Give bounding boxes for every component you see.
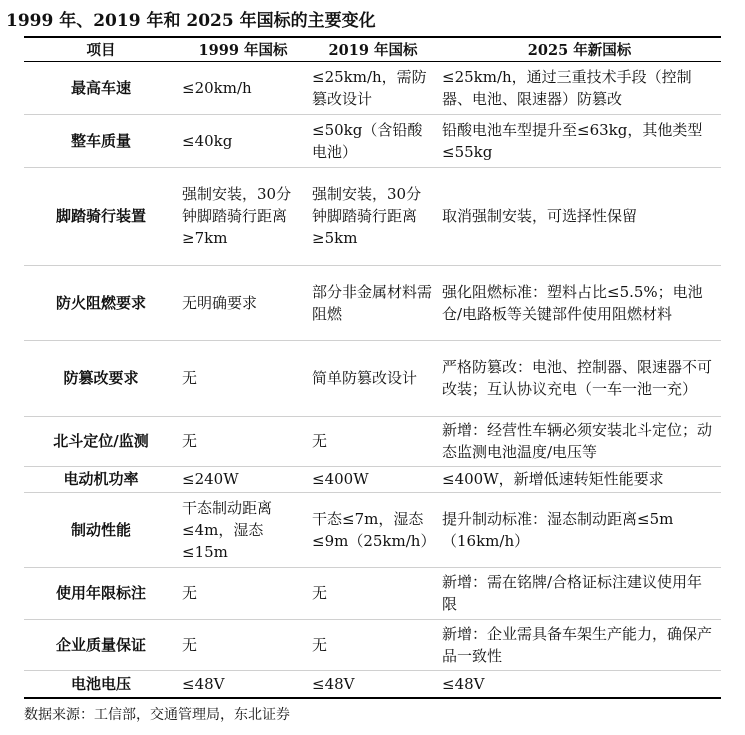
cell-2019: 部分非金属材料需阻燃	[308, 265, 438, 340]
cell-2019: 简单防篡改设计	[308, 340, 438, 416]
cell-2019: ≤25km/h，需防篡改设计	[308, 61, 438, 114]
row-item: 脚踏骑行装置	[24, 167, 178, 265]
standards-comparison-table	[24, 36, 721, 699]
cell-2019: ≤50kg（含铅酸电池）	[308, 114, 438, 167]
cell-2025: 铅酸电池车型提升至≤63kg，其他类型≤55kg	[438, 114, 721, 167]
cell-2025: ≤400W，新增低速转矩性能要求	[438, 466, 721, 492]
cell-1999: 干态制动距离≤4m，湿态≤15m	[178, 492, 308, 567]
table-row	[24, 416, 721, 466]
table-row	[24, 466, 721, 492]
cell-2025: 新增：需在铭牌/合格证标注建议使用年限	[438, 567, 721, 619]
table-row	[24, 567, 721, 619]
source-note: 数据来源：工信部，交通管理局，东北证券	[24, 707, 290, 723]
cell-2019: 无	[308, 619, 438, 670]
cell-2025: 取消强制安装，可选择性保留	[438, 167, 721, 265]
cell-1999: 无	[178, 340, 308, 416]
header-item: 项目	[24, 37, 178, 61]
header-row	[24, 37, 721, 61]
row-item: 电池电压	[24, 670, 178, 698]
row-item: 企业质量保证	[24, 619, 178, 670]
table-body	[24, 61, 721, 698]
cell-1999: 无	[178, 416, 308, 466]
cell-1999: 无	[178, 567, 308, 619]
table-row	[24, 167, 721, 265]
table-row	[24, 670, 721, 698]
row-item: 整车质量	[24, 114, 178, 167]
row-item: 电动机功率	[24, 466, 178, 492]
cell-2019: 强制安装，30分钟脚踏骑行距离≥5km	[308, 167, 438, 265]
table-row	[24, 265, 721, 340]
cell-2025: 严格防篡改：电池、控制器、限速器不可改装；互认协议充电（一车一池一充）	[438, 340, 721, 416]
cell-2019: 干态≤7m，湿态≤9m（25km/h）	[308, 492, 438, 567]
cell-1999: ≤48V	[178, 670, 308, 698]
row-item: 防篡改要求	[24, 340, 178, 416]
header-1999: 1999 年国标	[178, 37, 308, 61]
cell-1999: 无	[178, 619, 308, 670]
cell-1999: ≤40kg	[178, 114, 308, 167]
cell-1999: ≤240W	[178, 466, 308, 492]
cell-2025: 新增：企业需具备车架生产能力，确保产品一致性	[438, 619, 721, 670]
row-item: 北斗定位/监测	[24, 416, 178, 466]
row-item: 防火阻燃要求	[24, 265, 178, 340]
row-item: 制动性能	[24, 492, 178, 567]
header-2025: 2025 年新国标	[438, 37, 721, 61]
table-title: 1999 年、2019 年和 2025 年国标的主要变化	[6, 11, 376, 31]
table-header	[24, 37, 721, 61]
table-row	[24, 61, 721, 114]
cell-2019: ≤48V	[308, 670, 438, 698]
cell-2019: ≤400W	[308, 466, 438, 492]
cell-2025: 新增：经营性车辆必须安装北斗定位；动态监测电池温度/电压等	[438, 416, 721, 466]
table-row	[24, 114, 721, 167]
cell-1999: ≤20km/h	[178, 61, 308, 114]
table-row	[24, 492, 721, 567]
table-row	[24, 340, 721, 416]
cell-2019: 无	[308, 416, 438, 466]
header-2019: 2019 年国标	[308, 37, 438, 61]
cell-2025: 强化阻燃标准：塑料占比≤5.5%；电池仓/电路板等关键部件使用阻燃材料	[438, 265, 721, 340]
cell-2025: ≤48V	[438, 670, 721, 698]
cell-2019: 无	[308, 567, 438, 619]
cell-1999: 无明确要求	[178, 265, 308, 340]
cell-1999: 强制安装，30分钟脚踏骑行距离≥7km	[178, 167, 308, 265]
row-item: 最高车速	[24, 61, 178, 114]
cell-2025: ≤25km/h，通过三重技术手段（控制器、电池、限速器）防篡改	[438, 61, 721, 114]
row-item: 使用年限标注	[24, 567, 178, 619]
table-row	[24, 619, 721, 670]
cell-2025: 提升制动标准：湿态制动距离≤5m（16km/h）	[438, 492, 721, 567]
